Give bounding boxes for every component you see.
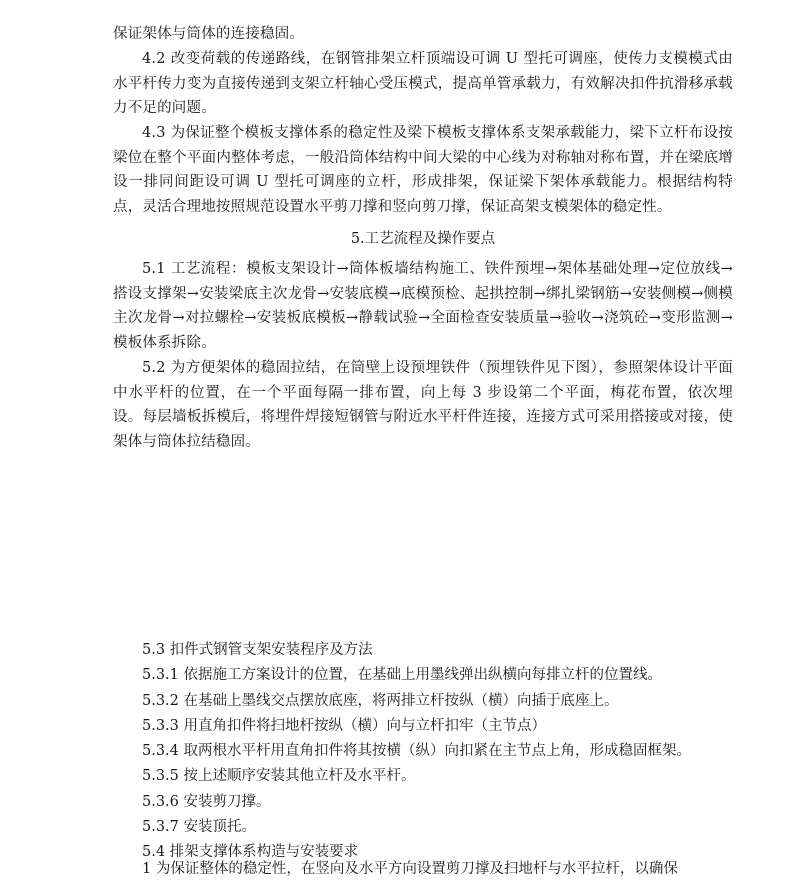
subheading-5-3: 5.3 扣件式钢管支架安装程序及方法 [142, 642, 373, 658]
list-item: 5.3.4 取两根水平杆用直角扣件将其按横（纵）向扣紧在主节点上角，形成稳固框架。 [142, 743, 692, 760]
paragraph-4-3: 4.3 为保证整个模板支撑体系的稳定性及梁下模板支撑体系支架承载能力，梁下立杆布设按梁位在整个平面内整体考虑，一般沿筒体结构中间大梁的中心线为对称轴对称布置，并在梁底增设一排同间距设可调 U 型托可调座的立杆，形成排架，保证梁下架体承载能力。根据结构特点，灵活合理地按照规范设置水平剪刀撑和竖向剪刀撑，保证高架支模架体的稳定性。 [113, 125, 733, 215]
cut-off-text: 1 为保证整体的稳定性，在竖向及水平方向设置剪刀撑及扫地杆与水平拉杆，以确保 [142, 861, 678, 877]
cut-off-text-line [142, 861, 722, 877]
paragraph-5-1: 5.1 工艺流程：模板支架设计→筒体板墙结构施工、铁件预埋→架体基础处理→定位放线→搭设支撑架→安装梁底主次龙骨→安装底模→底模预检、起拱控制→绑扎梁钢筋→安装侧模→侧模主次龙骨→对拉螺栓→安装板底模板→静载试验→全面检查安装质量→验收→浇筑砼→变形监测→模板体系拆除。 [113, 261, 733, 351]
section-heading-5: 5.工艺流程及操作要点 [350, 231, 496, 247]
subheading-5-4: 5.4 排架支撑体系构造与安装要求 [142, 844, 359, 861]
list-item: 5.3.6 安装剪刀撑。 [142, 793, 271, 810]
paragraph-4-2: 4.2 改变荷载的传递路线，在钢管排架立杆顶端设可调 U 型托可调座，使传力支模模式由水平杆传力变为直接传递到支架立杆轴心受压模式，提高单管承载力，有效解决扣件抗滑移承载力不足的问题。 [113, 51, 733, 116]
list-item: 5.3.3 用直角扣件将扫地杆按纵（横）向与立杆扣牢（主节点） [142, 717, 547, 734]
step-list-5-3 [142, 638, 691, 866]
paragraph-5-2: 5.2 为方便架体的稳固拉结，在筒壁上设预埋铁件（预埋铁件见下图），参照架体设计平面中水平杆的位置，在一个平面每隔一排布置，向上每 3 步设第二个平面，梅花布置，依次埋设。每层墙板拆模后，将埋件焊接短钢管与附近水平杆件连接，连接方式可采用搭接或对接，使架体与筒体拉结稳固。 [113, 360, 733, 450]
list-item: 5.3.7 安装顶托。 [142, 819, 257, 836]
paragraph-continuation: 保证架体与筒体的连接稳固。 [113, 26, 305, 42]
list-item: 5.3.2 在基础上墨线交点摆放底座，将两排立杆按纵（横）向插于底座上。 [142, 692, 619, 709]
list-item: 5.3.5 按上述顺序安装其他立杆及水平杆。 [142, 768, 416, 785]
list-item: 5.3.1 依据施工方案设计的位置，在基础上用墨线弹出纵横向每排立杆的位置线。 [142, 667, 663, 684]
